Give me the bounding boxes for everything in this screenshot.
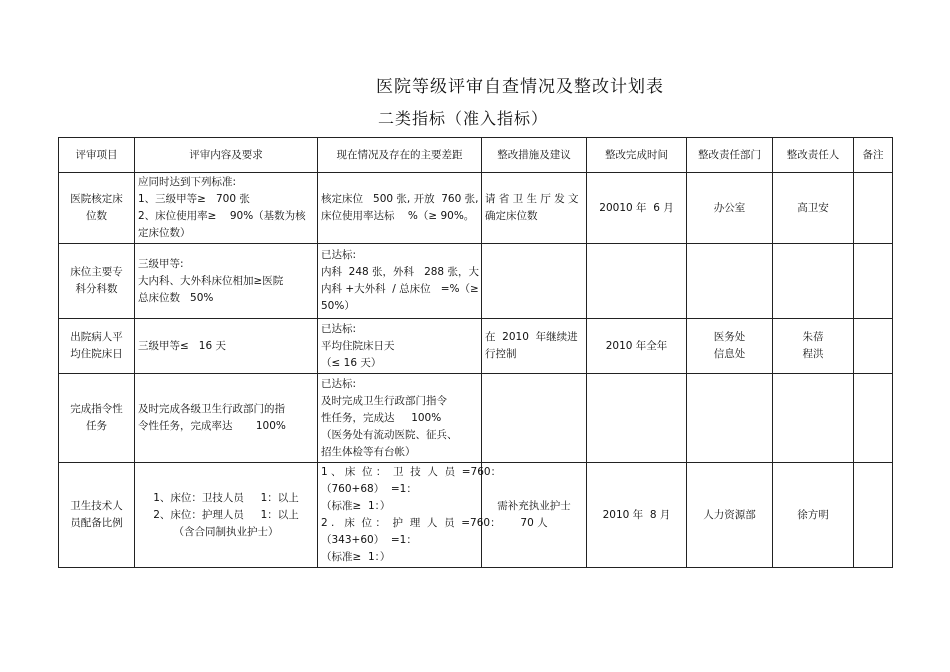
table-row bbox=[59, 374, 893, 463]
header-person: 整改责任人 bbox=[773, 138, 854, 173]
cell-line: 已达标: bbox=[321, 377, 357, 390]
cell-note bbox=[854, 173, 893, 244]
cell-dept bbox=[687, 173, 773, 244]
cell-note bbox=[854, 319, 893, 374]
cell-line: 1、床位：卫技人员 1：以上 bbox=[153, 491, 299, 504]
cell-time bbox=[587, 319, 687, 374]
cell-status bbox=[318, 244, 482, 319]
cell-line: 招生体检等有台帐） bbox=[321, 445, 416, 458]
cell-requirement bbox=[135, 374, 318, 463]
header-time: 整改完成时间 bbox=[587, 138, 687, 173]
cell-line: 大内科、大外科床位相加≥医院 bbox=[138, 274, 284, 287]
cell-line: 1、三级甲等≥ 700 张 bbox=[138, 193, 250, 205]
cell-note bbox=[854, 463, 893, 568]
cell-line: 床位主要专 bbox=[70, 266, 123, 278]
header-requirement: 评审内容及要求 bbox=[135, 138, 318, 173]
cell-line: 卫生技术人 bbox=[70, 500, 123, 512]
cell-line: 2、床位：护理人员 1：以上 bbox=[153, 508, 299, 521]
table-row bbox=[59, 319, 893, 374]
cell-status bbox=[318, 319, 482, 374]
cell-line: 2、床位使用率≥ 90%（基数为核 bbox=[138, 210, 306, 222]
header-status: 现在情况及存在的主要差距 bbox=[318, 138, 482, 173]
cell-line: 程洪 bbox=[802, 348, 824, 360]
cell-line: 需补充执业护士 bbox=[497, 500, 571, 512]
cell-item bbox=[59, 173, 135, 244]
header-item: 评审项目 bbox=[59, 138, 135, 173]
cell-line: 均住院床日 bbox=[70, 348, 123, 360]
cell-item bbox=[59, 244, 135, 319]
cell-note bbox=[854, 244, 893, 319]
cell-line: （≤ 16 天） bbox=[321, 356, 382, 369]
cell-line: 及时完成卫生行政部门指令 bbox=[321, 394, 447, 407]
cell-measures bbox=[482, 173, 587, 244]
cell-status bbox=[318, 374, 482, 463]
cell-line: 及时完成各级卫生行政部门的指 bbox=[138, 403, 285, 415]
cell-line: 医院核定床 bbox=[70, 193, 123, 205]
cell-line: 信息处 bbox=[713, 348, 746, 360]
cell-line: 内科 248 张，外科 288 张，大 bbox=[321, 266, 479, 278]
cell-line: 科分科数 bbox=[75, 283, 118, 295]
table-row bbox=[59, 173, 893, 244]
cell-requirement bbox=[135, 463, 318, 568]
cell-measures bbox=[482, 244, 587, 319]
cell-person bbox=[773, 463, 854, 568]
cell-line: 2 . 床 位 ： 护 理 人 员 =760： bbox=[321, 517, 501, 529]
cell-person bbox=[773, 319, 854, 374]
document-title-text: 医院等级评审自查情况及整改计划表 bbox=[376, 77, 664, 97]
cell-item bbox=[59, 463, 135, 568]
header-measures: 整改措施及建议 bbox=[482, 138, 587, 173]
cell-line: （760+68） =1： bbox=[321, 483, 417, 495]
cell-line: （含合同制执业护士） bbox=[173, 525, 279, 538]
cell-line: 医务处 bbox=[713, 331, 746, 343]
cell-line: 1 、 床 位 ： 卫 技 人 员 =760： bbox=[321, 466, 502, 478]
table-body bbox=[59, 173, 893, 568]
cell-line: 请 省 卫 生 厅 发 文 bbox=[485, 193, 579, 205]
document-title bbox=[0, 72, 950, 97]
cell-measures bbox=[482, 463, 587, 568]
cell-requirement bbox=[135, 173, 318, 244]
cell-line: （标准≥ 1：） bbox=[321, 551, 391, 563]
cell-status bbox=[318, 173, 482, 244]
cell-line: （343+60） =1： bbox=[321, 534, 417, 546]
cell-time bbox=[587, 173, 687, 244]
cell-time bbox=[587, 463, 687, 568]
cell-line: 行控制 bbox=[485, 348, 517, 360]
cell-line: 核定床位 500 张, 开放 760 张, bbox=[321, 193, 479, 205]
cell-line: 令性任务，完成率达 100% bbox=[138, 420, 286, 432]
cell-line: 2010 年全年 bbox=[605, 339, 668, 352]
cell-line: 内科 +大外科 / 总床位 =%（≥ bbox=[321, 283, 479, 295]
cell-dept bbox=[687, 463, 773, 568]
cell-measures bbox=[482, 374, 587, 463]
cell-line: 70 人 bbox=[520, 517, 548, 529]
cell-requirement bbox=[135, 244, 318, 319]
cell-person bbox=[773, 244, 854, 319]
cell-note bbox=[854, 374, 893, 463]
cell-line: 高卫安 bbox=[797, 201, 829, 214]
cell-person bbox=[773, 374, 854, 463]
cell-time bbox=[587, 374, 687, 463]
cell-line: 50%） bbox=[321, 300, 355, 312]
cell-measures bbox=[482, 319, 587, 374]
cell-line: 三级甲等≤ 16 天 bbox=[138, 339, 227, 352]
cell-line: 朱蓓 bbox=[802, 331, 824, 343]
header-note: 备注 bbox=[854, 138, 893, 173]
table-row bbox=[59, 463, 893, 568]
cell-dept bbox=[687, 374, 773, 463]
cell-person bbox=[773, 173, 854, 244]
cell-line: 三级甲等: bbox=[138, 257, 184, 270]
cell-item bbox=[59, 374, 135, 463]
cell-line: 出院病人平 bbox=[70, 331, 123, 343]
cell-line: 性任务，完成达 100% bbox=[321, 411, 442, 424]
assessment-table bbox=[58, 137, 893, 568]
cell-line: 位数 bbox=[86, 210, 107, 222]
cell-line: 人力资源部 bbox=[703, 508, 756, 521]
cell-line: 办公室 bbox=[713, 201, 746, 214]
cell-time bbox=[587, 244, 687, 319]
cell-line: （医务处有流动医院、征兵、 bbox=[321, 428, 458, 441]
cell-line: 已达标: bbox=[321, 322, 357, 335]
cell-line: 平均住院床日天 bbox=[321, 339, 395, 352]
cell-line: 完成指令性 bbox=[70, 403, 123, 415]
document-subtitle: 二类指标（准入指标） bbox=[378, 109, 549, 128]
cell-dept bbox=[687, 244, 773, 319]
cell-line: 员配备比例 bbox=[70, 517, 123, 529]
cell-item bbox=[59, 319, 135, 374]
cell-line: 床位使用率达标 %（≥ 90%。 bbox=[321, 210, 475, 222]
cell-status bbox=[318, 463, 502, 568]
cell-line: （标准≥ 1：） bbox=[321, 500, 391, 512]
cell-line: 定床位数） bbox=[138, 227, 191, 239]
cell-line: 确定床位数 bbox=[485, 210, 538, 222]
cell-line: 总床位数 50% bbox=[138, 291, 214, 304]
cell-line: 在 2010 年继续进 bbox=[485, 331, 578, 343]
cell-line: 20010 年 6 月 bbox=[599, 201, 674, 214]
header-row bbox=[59, 138, 893, 173]
header-dept: 整改责任部门 bbox=[687, 138, 773, 173]
table-row bbox=[59, 244, 893, 319]
cell-line: 任务 bbox=[86, 420, 107, 432]
cell-dept bbox=[687, 319, 773, 374]
cell-line: 已达标: bbox=[321, 249, 357, 261]
cell-line: 应同时达到下列标准: bbox=[138, 176, 237, 188]
cell-requirement bbox=[135, 319, 318, 374]
cell-line: 徐方明 bbox=[797, 508, 829, 521]
cell-line: 2010 年 8 月 bbox=[602, 508, 671, 521]
